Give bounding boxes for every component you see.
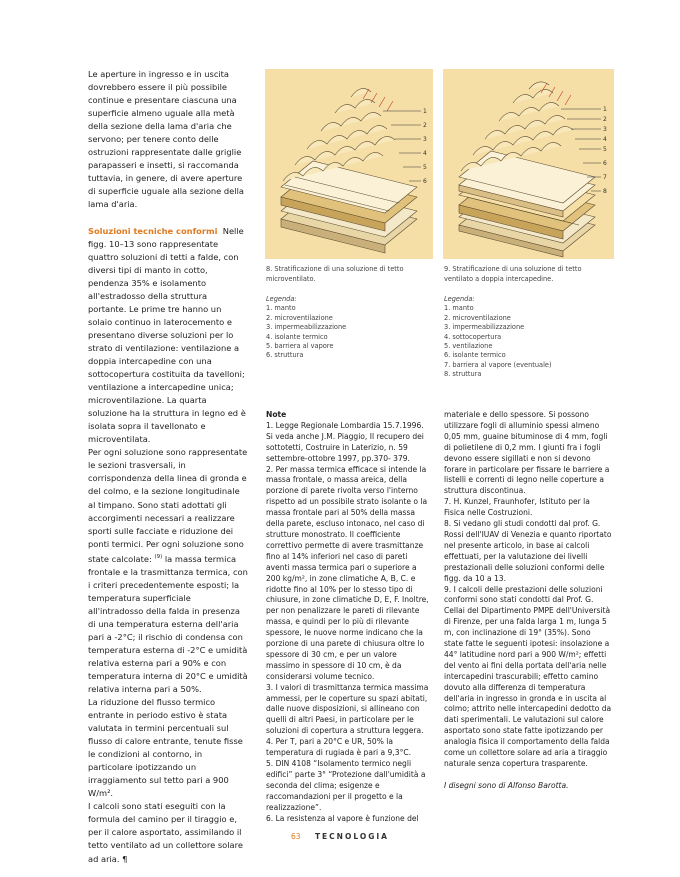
section-paragraph-2 (88, 446, 248, 696)
legend-item: 8. struttura (444, 370, 482, 379)
fig9-number-3: 3 (603, 126, 607, 133)
fig8-number-1: 1 (423, 108, 427, 115)
note-item: 7. H. Kunzel, Fraunhofer, Istituto per la Fisica nelle Costruzioni. (444, 497, 590, 518)
legend-item: 7. barriera al vapore (eventuale) (444, 360, 552, 369)
section-name: TECNOLOGIA (314, 832, 389, 841)
legend-item: 2. microventilazione (266, 313, 333, 322)
section-title: Soluzioni tecniche conformi (88, 225, 218, 236)
legend-item: 6. isolante termico (444, 351, 506, 360)
legend-title: Legenda: (266, 295, 297, 303)
legend-item: 3. impermeabilizzazione (444, 323, 525, 332)
fig9-number-2: 2 (603, 116, 607, 123)
note-item: 2. Per massa termica efficace si intende la massa frontale, o massa areica, della porzione di parete rivolta verso l'interno rispetto ad un possibile strato isolante o la massa frontale pari al 50% della massa della parete, escluso intonaco, nel caso di strutture monostrato. Il coefficiente correttivo permette di avere trasmittanze fino al 14% inferiori nel caso di pareti aventi massa termica pari o superiore a 200 kg/m², in zone climatiche A, B, C. e ridotte fino al 10% per lo stesso tipo di chiusure, in zone climatiche D, E, F. Inoltre, per non penalizzare le pareti di rilevante massa, e quindi per lo più di rilevante spessore, le nuove norme indicano che la porzione di una parete di chiusura oltre lo spessore di 30 cm, e per un valore massimo in spessore di 10 cm, è da considerarsi volume tecnico. (266, 464, 429, 681)
note-item: 8. Si vedano gli studi condotti dal prof. G. Rossi dell'IUAV di Venezia e quanto riportato nel presente articolo, in base ai calcoli effettuati, per la valutazione dei livelli prestazionali delle soluzioni conformi delle figg. da 10 a 13. (444, 519, 612, 583)
note-item: 1. Legge Regionale Lombardia 15.7.1996. Si veda anche J.M. Piaggio, Il recupero dei sottotetti, Costruire in Laterizio, n. 59 settembre-ottobre 1997, pp.370- 379. (266, 420, 424, 463)
legend-item: 6. struttura (266, 351, 304, 360)
figure-8-legend (266, 295, 426, 361)
fig8-number-3: 3 (423, 136, 427, 143)
note-item: materiale e dello spessore. Si possono utilizzare fogli di alluminio spessi almeno 0,05 mm, guaine bituminose di 4 mm, fogli di polietilene di 0,2 mm. I giunti fra i fogli devono essere sigillati e non si devono forare in particolare per fissare le barriere a listelli e correnti di legno nelle coperture a struttura discontinua. (444, 410, 610, 496)
legend-title: Legenda: (444, 295, 475, 303)
legend-item: 5. ventilazione (444, 342, 493, 351)
note-item: 4. Per T, pari a 20°C e UR, 50% la temperatura di rugiada è pari a 9,3°C. (266, 737, 412, 758)
figure-8-roof-stratification (265, 69, 433, 259)
legend-item: 3. impermeabilizzazione (266, 323, 347, 332)
left-column (88, 68, 248, 866)
figure-9-caption: 9. Stratificazione di una soluzione di tetto ventilato a doppia intercapedine. (444, 265, 582, 283)
legend-item: 5. barriera al vapore (266, 342, 334, 351)
page-number: 63 (291, 832, 301, 841)
section-text-1: Nelle figg. 10–13 sono rappresentate quattro soluzioni di tetti a falde, con diversi tipi di manto in cotto, pendenza 35% e isolamento all'estradosso della struttura portante. Le prime tre hanno un solaio continuo in laterocemento e presentano diverse soluzioni per lo strato di ventilazione: ventilazione a doppia intercapedine con una sottocopertura costituita da tavelloni; ventilazione a intercapedine unica; microventilazione. La quarta soluzione ha la struttura in legno ed è isolata sopra il tavellonato e microventilata. (88, 225, 246, 445)
section-paragraph-5: I calcoli sono stati eseguiti con la formula del camino per il tiraggio e, per il calore asportato, assimilando il tetto ventilato ad un collettore solare ad aria. ¶ (88, 801, 243, 864)
figure-9-roof-stratification (443, 69, 614, 259)
fig8-number-5: 5 (423, 164, 427, 171)
notes-title: Note (266, 410, 287, 419)
fig8-number-6: 6 (423, 178, 427, 185)
page-footer (0, 832, 680, 841)
intro-paragraph: Le aperture in ingresso e in uscita dovrebbero essere il più possibile continue e presentare ciascuna una superficie almeno uguale alla metà della sezione della lama d'aria che servono; per tenere conto delle ostruzioni rappresentate dalle griglie parapasseri e insetti, si raccomanda tuttavia, in genere, di avere aperture di superficie uguale alla sezione della lama d'aria. (88, 69, 244, 210)
drawings-credit: I disegni sono di Alfonso Barotta. (444, 780, 569, 790)
footnote-ref: (9) (154, 553, 163, 560)
note-item: 5. DIN 4108 “Isolamento termico negli edifici” parte 3° “Protezione dall'umidità a seconda del clima; esigenze e raccomandazioni per il progetto e la realizzazione”. (266, 759, 426, 812)
section-paragraph-1 (88, 225, 248, 447)
section-text-2: Per ogni soluzione sono rappresentate le sezioni trasversali, in corrispondenza della linea di gronda e del colmo, e la sezione longitudinale al timpano. Sono stati adottati gli accorgimenti necessari a realizzare sporti sulle facciate e riduzione dei ponti termici. Per ogni soluzione sono state calcolate: (88, 447, 248, 564)
fig9-number-7: 7 (603, 174, 607, 181)
fig8-number-2: 2 (423, 122, 427, 129)
section-text-3: la massa termica frontale e la trasmittanza termica, con i criteri precedentemente esposti; la temperatura superficiale all'intradosso della falda in presenza di una temperatura esterna dell'aria pari a -2°C; il rischio di condensa con temperatura esterna di -2°C e umidità relativa esterna pari a 90% e con temperatura interna di 20°C e umidità relativa interna pari a 50%. (88, 553, 248, 694)
note-item: 6. La resistenza al vapore è funzione del (266, 813, 419, 823)
notes-column-1 (266, 410, 432, 824)
figure-8-drawing (265, 69, 433, 259)
section-paragraph-4: La riduzione del flusso termico entrante in periodo estivo è stata valutata in termini percentuali sul flusso di calore entrante, tenute fisse le condizioni al contorno, in particolare ipotizzando un irraggiamento sul tetto pari a 900 W/m². (88, 696, 243, 799)
figure-9-legend (444, 295, 612, 380)
figure-9-drawing (443, 69, 614, 259)
notes-column-2 (444, 410, 612, 792)
figure-8-caption: 8. Stratificazione di una soluzione di tetto microventilato. (266, 265, 404, 283)
legend-item: 2. microventilazione (444, 313, 511, 322)
note-item: 9. I calcoli delle prestazioni delle soluzioni conformi sono stati condotti dal Prof. G. Cellai del Dipartimento PMPE dell'Università di Firenze, per una falda larga 1 m, lunga 5 m, con inclinazione di 19° (35%). Sono state fatte le seguenti ipotesi: insolazione a 44° latitudine nord pari a 900 W/m²; effetti del vento ai fini della portata dell'aria nelle intercapedini trascurabili; effetto camino dovuto alla differenza di temperatura dell'aria in ingresso in gronda e in uscita al colmo; attrito nelle intercapedini dedotto da dati sperimentali. Le valutazioni sul calore asportato sono state fatte ipotizzando per analogia fisica il comportamento della falda come un collettore solare ad aria a tiraggio naturale senza copertura trasparente. (444, 584, 612, 768)
legend-item: 4. sottocopertura (444, 332, 502, 341)
fig9-number-5: 5 (603, 146, 607, 153)
fig8-number-4: 4 (423, 150, 427, 157)
legend-item: 1. manto (444, 304, 474, 313)
fig9-number-6: 6 (603, 160, 607, 167)
note-item: 3. I valori di trasmittanza termica massima ammessi, per le coperture su spazi abitati, dalle nuove disposizioni, si allineano con quelli di altri Paesi, in particolare per le soluzioni di copertura a struttura leggera. (266, 682, 429, 736)
fig9-number-8: 8 (603, 188, 607, 195)
legend-item: 4. isolante termico (266, 332, 328, 341)
fig9-number-1: 1 (603, 106, 607, 113)
legend-item: 1. manto (266, 304, 296, 313)
fig9-number-4: 4 (603, 136, 607, 143)
